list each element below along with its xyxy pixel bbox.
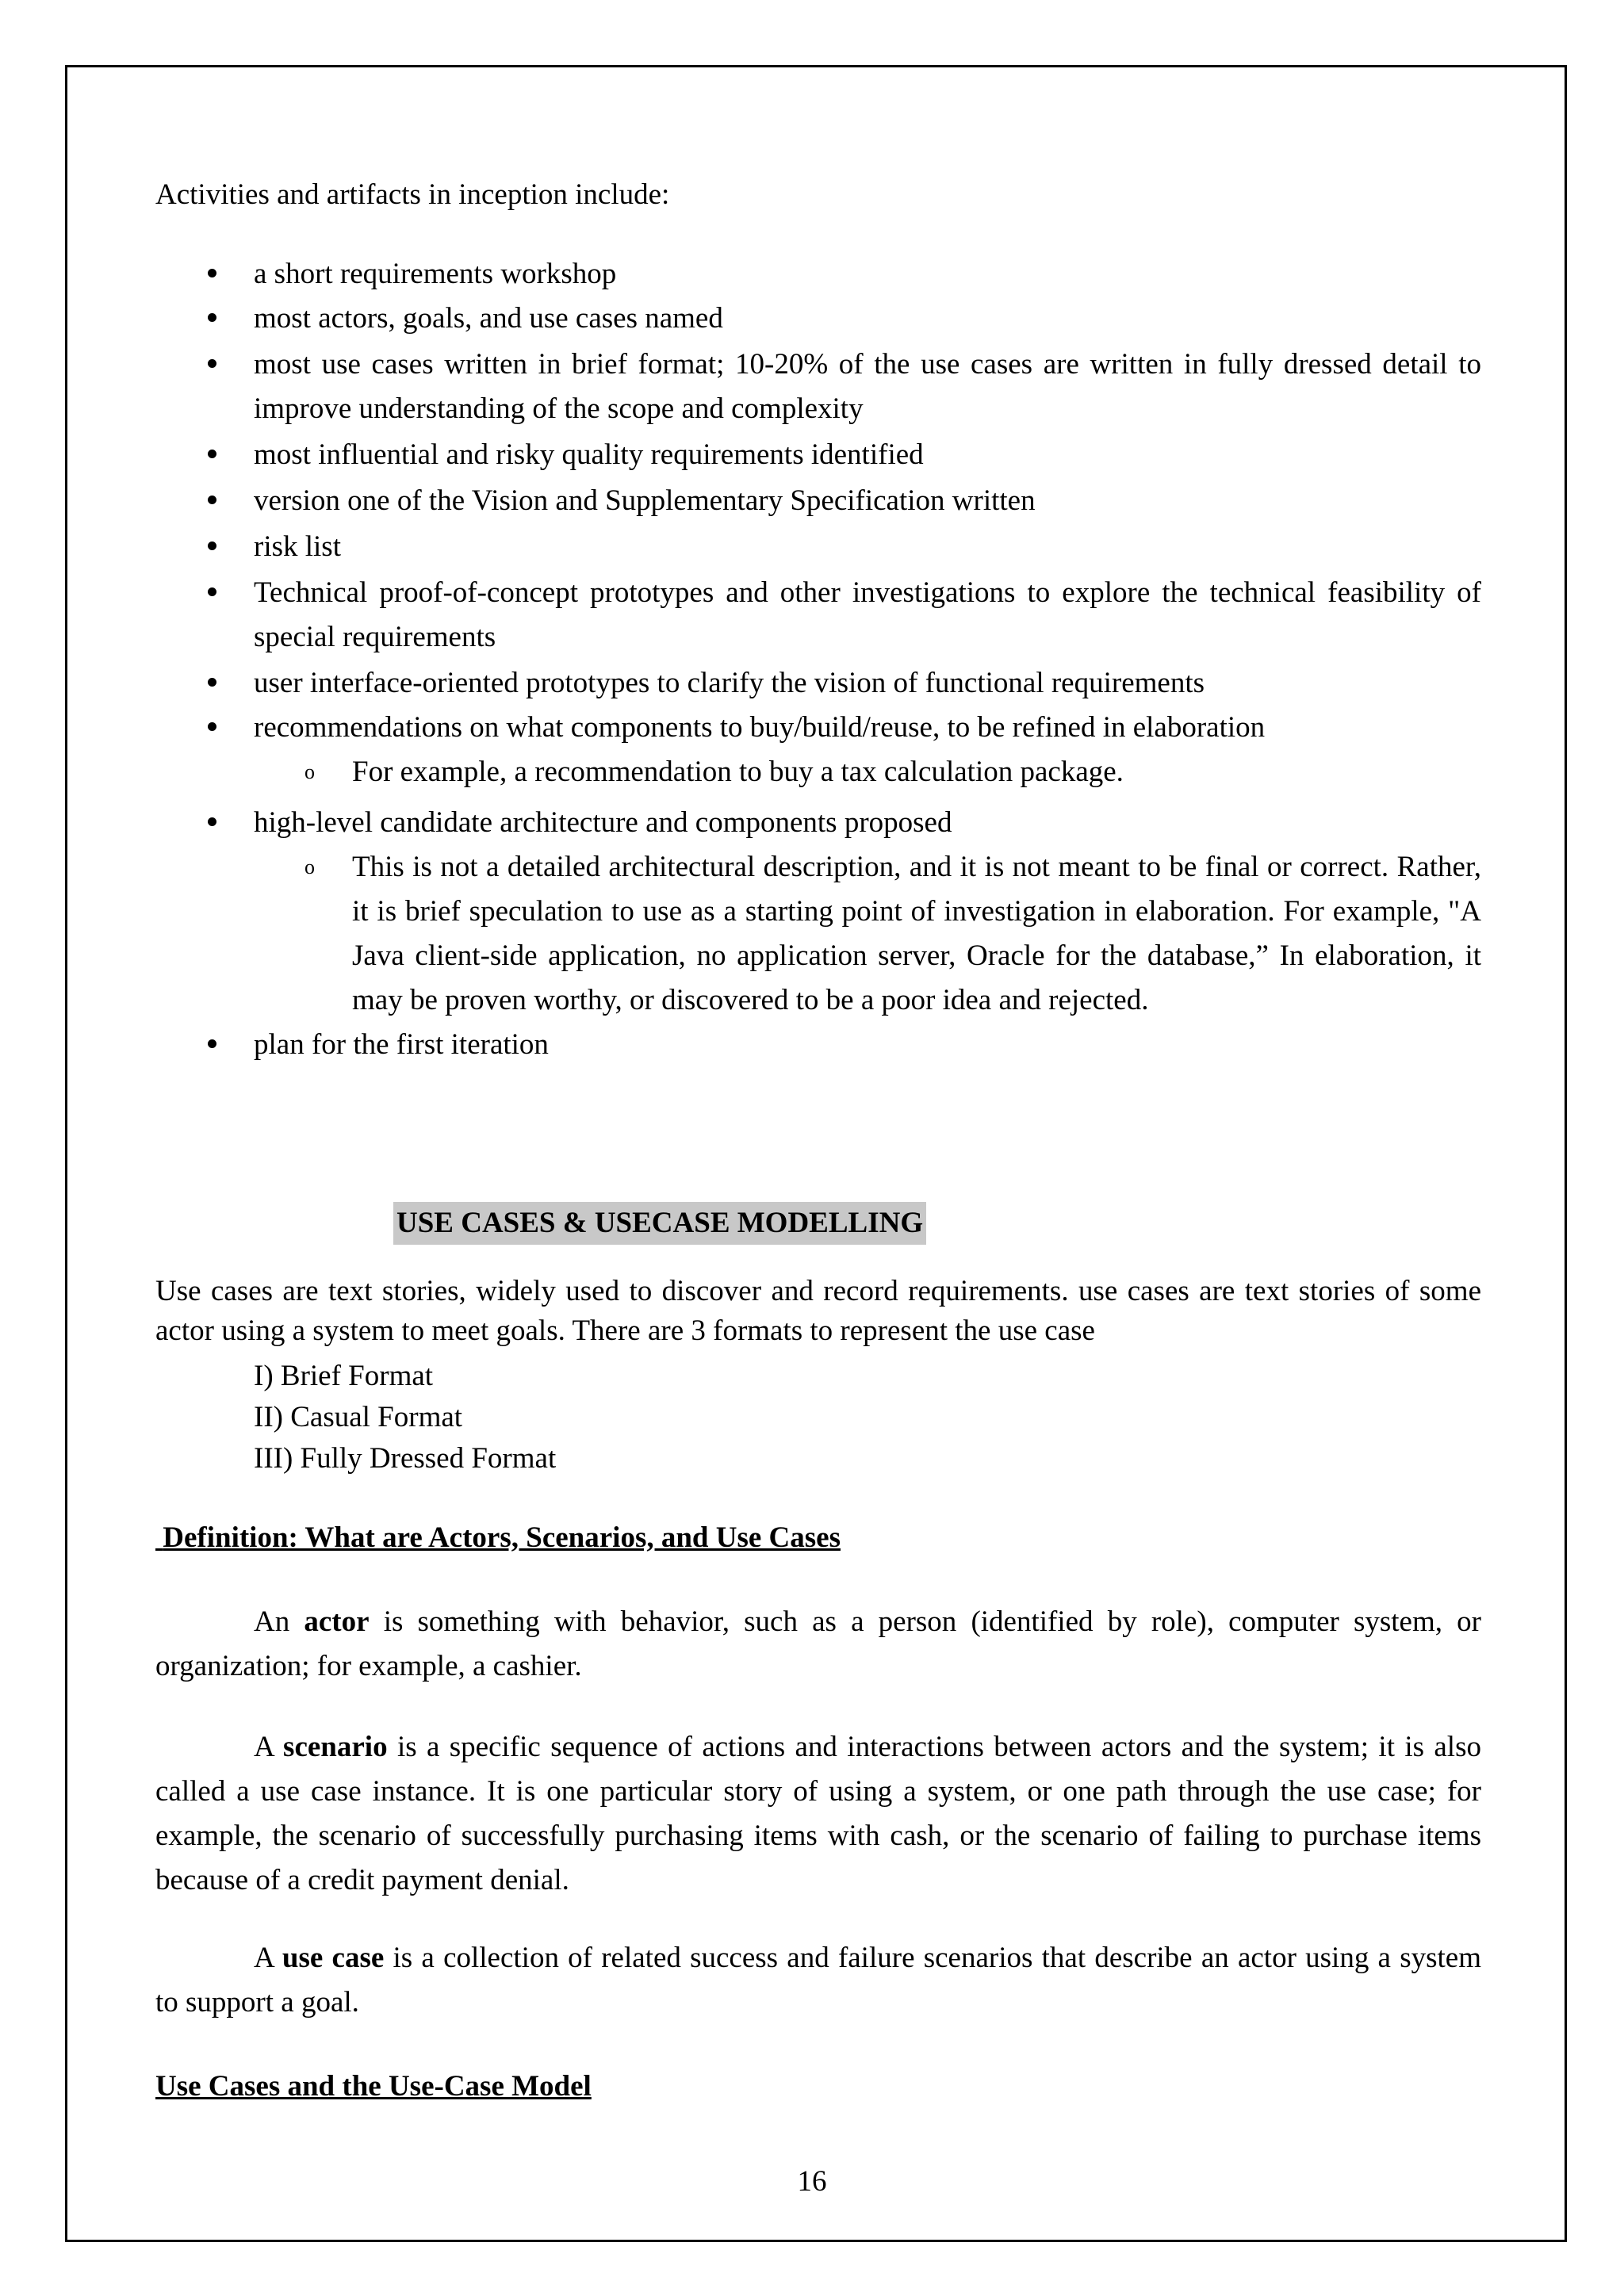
inception-activities-list: [155, 252, 1481, 1067]
bullet-icon: [208, 269, 216, 277]
bullet-icon: [208, 313, 216, 322]
definition-heading: Definition: What are Actors, Scenarios, and Use Cases: [163, 1521, 841, 1554]
model-heading: Use Cases and the Use-Case Model: [155, 2070, 592, 2103]
bullet-icon: [208, 722, 216, 731]
bullet-icon: [208, 817, 216, 826]
bullet-icon: [208, 496, 216, 504]
use-cases-intro: Use cases are text stories, widely used to discover and record requirements. use cases are text stories of some actor using a system to meet goals. There are 3 formats to represent the use case: [155, 1275, 1481, 1347]
circle-bullet-icon: o: [304, 855, 315, 878]
circle-bullet-icon: o: [304, 760, 315, 783]
page-number: 16: [797, 2165, 827, 2198]
list-item: version one of the Vision and Supplementary Specification written: [155, 479, 1481, 523]
bullet-icon: [208, 359, 216, 368]
format-item: I) Brief Format: [254, 1360, 434, 1392]
list-item: plan for the first iteration: [155, 1023, 1481, 1067]
actor-paragraph: An actor is something with behavior, such as a person (identified by role), computer system, or organization; for example, a cashier.: [155, 1605, 1481, 1682]
list-item: a short requirements workshop: [155, 252, 1481, 297]
actor-term: actor: [304, 1605, 370, 1638]
sub-list-item: o This is not a detailed architectural description, and it is not meant to be final or correct. Rather, it is brief speculation to use as a starting point of investigation in elaboration. For example, "A Java client-side application, no application server, Oracle for the database,” In elaboration, it may be proven worthy, or discovered to be a poor idea and rejected.: [155, 845, 1481, 1023]
format-item: II) Casual Format: [254, 1401, 463, 1433]
list-item: most use cases written in brief format; 10-20% of the use cases are written in fully dressed detail to improve understanding of the scope and complexity: [155, 342, 1481, 431]
bullet-icon: [208, 541, 216, 550]
list-item: most influential and risky quality requirements identified: [155, 433, 1481, 477]
usecase-term: use case: [282, 1942, 385, 1974]
section-heading: USE CASES & USECASE MODELLING: [393, 1202, 926, 1245]
bullet-icon: [208, 678, 216, 687]
list-item: user interface-oriented prototypes to clarify the vision of functional requirements: [155, 661, 1481, 706]
list-item: recommendations on what components to buy/build/reuse, to be refined in elaboration: [155, 706, 1481, 750]
list-item: Technical proof-of-concept prototypes and other investigations to explore the technical feasibility of special requirements: [155, 571, 1481, 660]
format-item: III) Fully Dressed Format: [254, 1442, 557, 1475]
bullet-icon: [208, 1039, 216, 1048]
list-item: most actors, goals, and use cases named: [155, 297, 1481, 341]
list-item: risk list: [155, 525, 1481, 569]
scenario-paragraph: A scenario is a specific sequence of actions and interactions between actors and the system; it is also called a use case instance. It is one particular story of using a system, or one path through the use case; for example, the scenario of successfully purchasing items with cash, or the scenario of failing to purchase items because of a credit payment denial.: [155, 1731, 1481, 1896]
formats-list: [254, 1356, 556, 1479]
usecase-paragraph: A use case is a collection of related success and failure scenarios that describe an actor using a system to support a goal.: [155, 1942, 1481, 2019]
bullet-icon: [208, 587, 216, 596]
sub-list-item: o For example, a recommendation to buy a tax calculation package.: [155, 750, 1481, 794]
scenario-term: scenario: [283, 1731, 388, 1763]
intro-text: Activities and artifacts in inception include:: [155, 178, 670, 211]
list-item: high-level candidate architecture and components proposed: [155, 801, 1481, 845]
bullet-icon: [208, 450, 216, 458]
